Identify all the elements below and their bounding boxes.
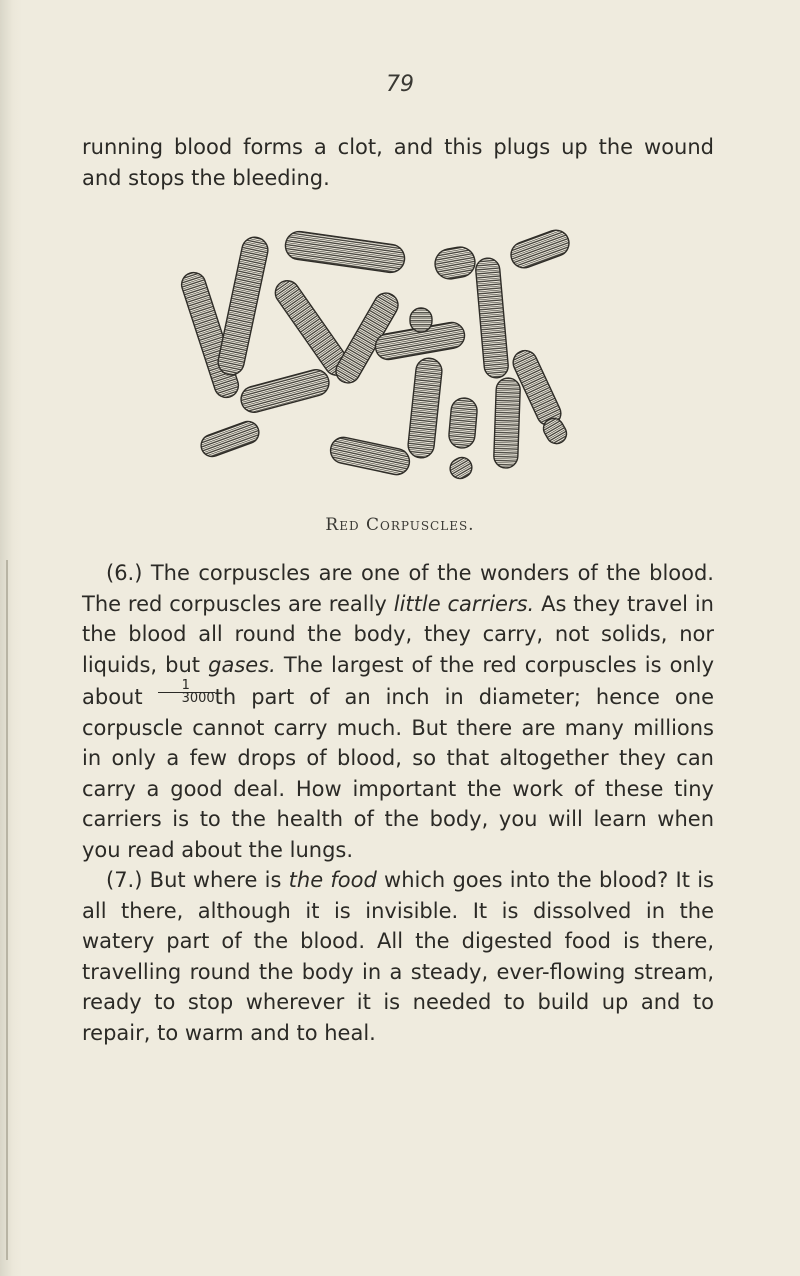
page-number: 79 (386, 72, 414, 97)
fraction (158, 680, 215, 705)
fraction-numerator: 1 (181, 678, 190, 693)
corpuscle-stack-9 (407, 357, 443, 459)
figure-caption (0, 515, 800, 535)
corpuscle-stack-11 (475, 257, 509, 379)
paragraph-7 (82, 865, 714, 1048)
corpuscle-stack-16 (198, 418, 262, 459)
corpuscle-stack-13 (493, 378, 520, 469)
corpuscle-stack-3 (238, 367, 332, 415)
intro-text: running blood forms a clot, and this plugs up the wound and stops the bleeding. (82, 135, 714, 190)
intro-paragraph (82, 132, 714, 193)
figure-caption-text: Red Corpuscles. (325, 515, 475, 535)
corpuscle-stack-17 (410, 308, 432, 332)
corpuscle-stack-2 (216, 235, 271, 377)
paragraph-6-text-2: As they travel in the blood all round the body, they carry, not solids, nor liquids, but (82, 591, 714, 677)
body-text (82, 558, 714, 1048)
fraction-denominator: 3000 (158, 692, 215, 705)
paragraph-6-text-4: th part of an inch in diameter; hence one corpuscle cannot carry much. But there are many millions in only a few drops of blood, so that altogether they can carry a good deal. How important the work of these tiny carriers is to the health of the body, you will learn when you read about the lungs. (82, 685, 714, 862)
paragraph-7-text-1: But where is (149, 868, 282, 892)
binding-edge-line (6, 560, 8, 1260)
corpuscle-stack-19 (446, 454, 475, 482)
paragraph-6-marker: (6.) (106, 561, 143, 585)
paragraph-7-marker: (7.) (106, 868, 143, 892)
paragraph-7-text-2: which goes into the blood? It is all there, although it is invisible. It is dissolved in the watery part of the blood. All the digested food is there, travelling round the body in a steady, ever-flowing stream, ready to stop wherever it is needed to build up and to repair, to warm and to heal. (82, 868, 714, 1045)
red-corpuscles-illustration (180, 228, 580, 508)
corpuscle-stack-4 (284, 230, 407, 274)
paragraph-7-emphasis-1: the food (288, 868, 377, 892)
corpuscle-stack-10 (433, 245, 478, 281)
paragraph-6-emphasis-1: little carriers. (393, 591, 535, 616)
paragraph-6-text-1: The corpuscles are one of the wonders of the blood. The red corpuscles are really (82, 561, 714, 616)
corpuscle-stack-15 (448, 397, 478, 449)
corpuscle-stack-8 (328, 435, 412, 477)
paragraph-6-emphasis-2: gases. (208, 652, 276, 677)
paragraph-6 (82, 558, 714, 865)
page-binding-shadow (0, 0, 22, 1276)
paragraph-6-text-3: The largest of the red corpuscles is only about (82, 652, 714, 709)
corpuscle-stack-12 (507, 228, 572, 271)
